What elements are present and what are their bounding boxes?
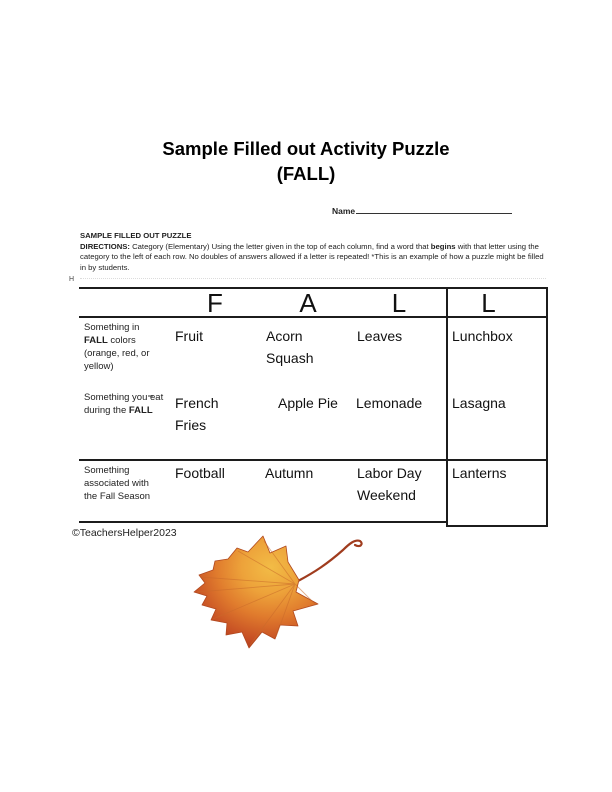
answer-cell-r1c2: Acorn Squash — [266, 328, 314, 366]
title-line1: Sample Filled out Activity Puzzle — [162, 138, 450, 159]
table-anchor-mark: H — [69, 276, 75, 283]
answer-cell-r3c3: Labor Day Weekend — [357, 465, 422, 503]
answer-cell-r2c4: Lasagna — [452, 395, 506, 411]
instructions-block — [80, 231, 546, 273]
directions-label: DIRECTIONS: — [80, 241, 130, 251]
answer-cell-r2c1: French Fries — [175, 395, 219, 433]
column-letter-4: L — [481, 288, 496, 318]
category-cell-row1 — [84, 321, 164, 373]
name-label: Name — [332, 206, 356, 216]
directions-paragraph — [80, 242, 546, 274]
table-border-lastcol-bottom — [446, 525, 548, 527]
directions-body-1: Category (Elementary) Using the letter given in the top of each column, find a word that — [129, 241, 431, 251]
answer-cell-r3c4: Lanterns — [452, 465, 507, 481]
table-border-right — [546, 287, 548, 527]
answer-cell-r1c1: Fruit — [175, 328, 203, 344]
leaf-stem — [298, 541, 362, 581]
column-letter-3: L — [391, 288, 407, 318]
table-border-row-separator — [79, 459, 548, 461]
leaf-blade — [194, 536, 318, 648]
answer-cell-r3c2: Autumn — [265, 465, 314, 481]
name-blank-line — [356, 204, 512, 214]
copyright-text: ©TeachersHelper2023 — [72, 527, 177, 539]
answer-cell-r1c4: Lunchbox — [452, 328, 513, 344]
maple-leaf-image — [185, 532, 375, 662]
category-text: Something you eat during the — [84, 392, 164, 416]
answer-cell-r1c3: Leaves — [357, 328, 403, 344]
answer-cell-r3c1: Football — [175, 465, 225, 481]
category-text: colors (orange, red, or yellow) — [84, 335, 150, 372]
title-line2: (FALL) — [276, 163, 336, 184]
table-border-lastcol-left — [446, 287, 448, 527]
category-bold-text: FALL — [84, 335, 108, 346]
column-letter-1: F — [207, 288, 223, 318]
category-text: Something in — [84, 322, 140, 333]
name-field — [332, 204, 512, 216]
answer-cell-r2c3: Lemonade — [356, 395, 423, 411]
directions-bold-word: begins — [430, 241, 456, 251]
table-border-bottom — [79, 521, 448, 523]
category-cell-row2 — [84, 391, 164, 417]
category-cell-row3 — [84, 464, 164, 503]
ghost-gridline — [80, 278, 546, 279]
category-text: Something associated with the Fall Season — [84, 465, 151, 502]
column-letter-2: A — [299, 288, 317, 318]
instructions-heading: SAMPLE FILLED OUT PUZZLE — [80, 231, 192, 240]
directions-body-2: with that letter using the category to the left of each row. No doubles of answers allowed if a letter is repeated! *This is an example of how a puzzle might be filled in by students. — [80, 241, 544, 272]
page-title — [0, 136, 612, 186]
category-bold-text: FALL — [128, 405, 153, 416]
answer-cell-r2c2: Apple Pie — [278, 395, 338, 411]
